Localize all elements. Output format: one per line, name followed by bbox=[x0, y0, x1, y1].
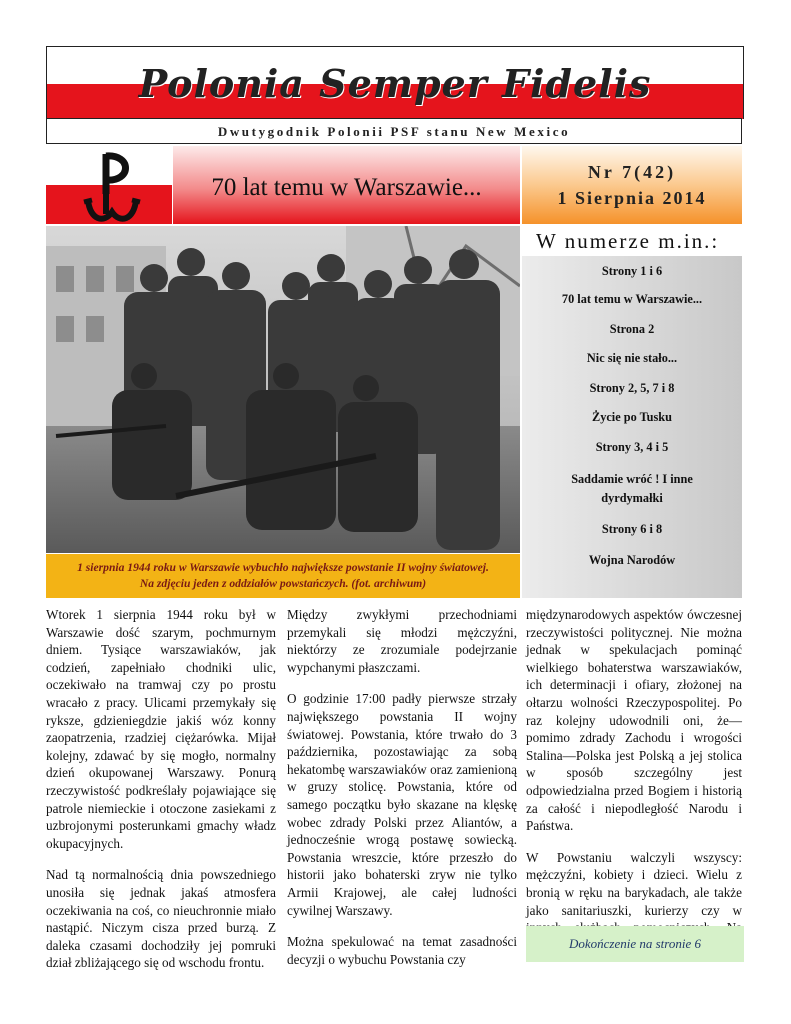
headline: 70 lat temu w Warszawie... bbox=[211, 174, 482, 201]
paragraph: Można spekulować na temat zasadności decyzji o wybuchu Powstania czy bbox=[287, 934, 517, 967]
toc-item[interactable]: Strony 6 i 8 bbox=[601, 522, 663, 536]
toc-box bbox=[522, 256, 742, 598]
historic-photo bbox=[46, 226, 520, 553]
paragraph: Wtorek 1 sierpnia 1944 roku był w Warszawie dość szarym, pochmurnym dniem. Tysiące warszawiaków, jak codzień, zapełniało chodniki ulic, oczekiwało na tramwaj czy po prostu wracało z pracy. Ulicami przemykały się ryksze, gdzieniegdzie jakiś wóz konny zaopatrzenia, rzadziej ciężarówka. Mijał kolejny, zdawać by się mogło, normalny dzień okupowanej Warszawy. Ponurą rzeczywistość podkreślały pojawiające się patrole niemieckie i otoczone zasiekami z uzbrojonymi posterunkami gmachy władz okupacyjnych. bbox=[46, 607, 276, 851]
paragraph: W Powstaniu walczyli wszyscy: mężczyźni, kobiety i dzieci. Wielu z bronią w ręku na barykadach, ale także jako sanitariuszki, kurierzy czy w bbox=[526, 849, 742, 918]
paragraph: międzynarodowych aspektów ówczesnej rzeczywistości politycznej. Nie można jednak w spekulacjach pominąć wielkiego bohaterstwa warszawiaków, ich determinacji i ofiary, złożonej na ołtarzu wolności Rzeczypospolitej. Po raz kolejny udowodnili oni, że—pomimo zdrady Zachodu i wrogości Stalina—Polska jest Polską a jej stolica w sposób szczególny jest odpowiedzialna przed Bogiem i historią za całość i niepodległość Narodu i Państwa. bbox=[526, 607, 742, 834]
paragraph: O godzinie 17:00 padły pierwsze strzały największego powstania II wojny światowej. Powstania, które trwało do 3 października, pozostawiając za sobą hekatombę warszawiaków oraz zamienioną w gruzy stolicę. Powstania, które od samego początku było skazane na klęskę wobec zdrady Polski przez Aliantów, a jednocześnie wrogą postawę sowiecką. Powstania wreszcie, które przeszło do historii jako bohaterski zryw nie tylko Armii Krajowej, ale całej ludności cywilnej Warszawy. bbox=[287, 691, 517, 918]
kotwica-emblem-icon bbox=[80, 150, 144, 228]
toc-item[interactable]: Wojna Narodów bbox=[588, 553, 676, 567]
issue-number: Nr 7(42) bbox=[587, 162, 677, 182]
masthead bbox=[46, 46, 744, 119]
article-column-3 bbox=[526, 606, 742, 968]
toc-item[interactable]: Strony 2, 5, 7 i 8 bbox=[589, 381, 675, 395]
toc-heading: W numerze m.in.: bbox=[536, 229, 720, 253]
continued-note[interactable]: Dokończenie na stronie 6 bbox=[526, 926, 744, 962]
headline-box bbox=[173, 146, 520, 224]
article-column-2 bbox=[287, 606, 517, 982]
toc-item[interactable]: Strony 1 i 6 bbox=[601, 264, 663, 278]
toc-item[interactable]: Strony 3, 4 i 5 bbox=[595, 440, 669, 454]
photo-caption bbox=[46, 554, 520, 598]
toc-item[interactable]: Życie po Tusku bbox=[592, 410, 672, 424]
toc-item[interactable]: Saddamie wróć ! I inne dyrdymałki bbox=[571, 472, 693, 505]
issue-box bbox=[522, 146, 742, 224]
newsletter-title: Polonia Semper Fidelis bbox=[138, 61, 652, 106]
issue-date: 1 Sierpnia 2014 bbox=[557, 188, 707, 208]
paragraph: Nad tą normalnością dnia powszedniego unosiła się jednak jakaś atmosfera oczekiwania na coś, co nieuchronnie miało nastąpić. Niczym cisza przed burzą. Z daleka czasami dochodziły jej pomruki dział zbliżającego się od wschodu frontu. bbox=[46, 867, 276, 971]
toc-item[interactable]: Nic się nie stało... bbox=[586, 351, 678, 365]
toc-item[interactable]: Strona 2 bbox=[609, 322, 655, 336]
article-column-1 bbox=[46, 606, 276, 986]
toc-item[interactable]: 70 lat temu w Warszawie... bbox=[561, 292, 703, 306]
photo-caption-line1: 1 sierpnia 1944 roku w Warszawie wybuchło największe powstanie II wojny światowej. bbox=[77, 561, 489, 574]
paragraph: Między zwykłymi przechodniami przemykali się młodzi mężczyźni, niektórzy ze zrozumiale podejrzanie wypchanymi płaszczami. bbox=[287, 607, 517, 675]
newsletter-subtitle: Dwutygodnik Polonii PSF stanu New Mexico bbox=[46, 118, 742, 144]
photo-caption-line2: Na zdjęciu jeden z oddziałów powstańczych. (fot. archiwum) bbox=[139, 577, 427, 590]
